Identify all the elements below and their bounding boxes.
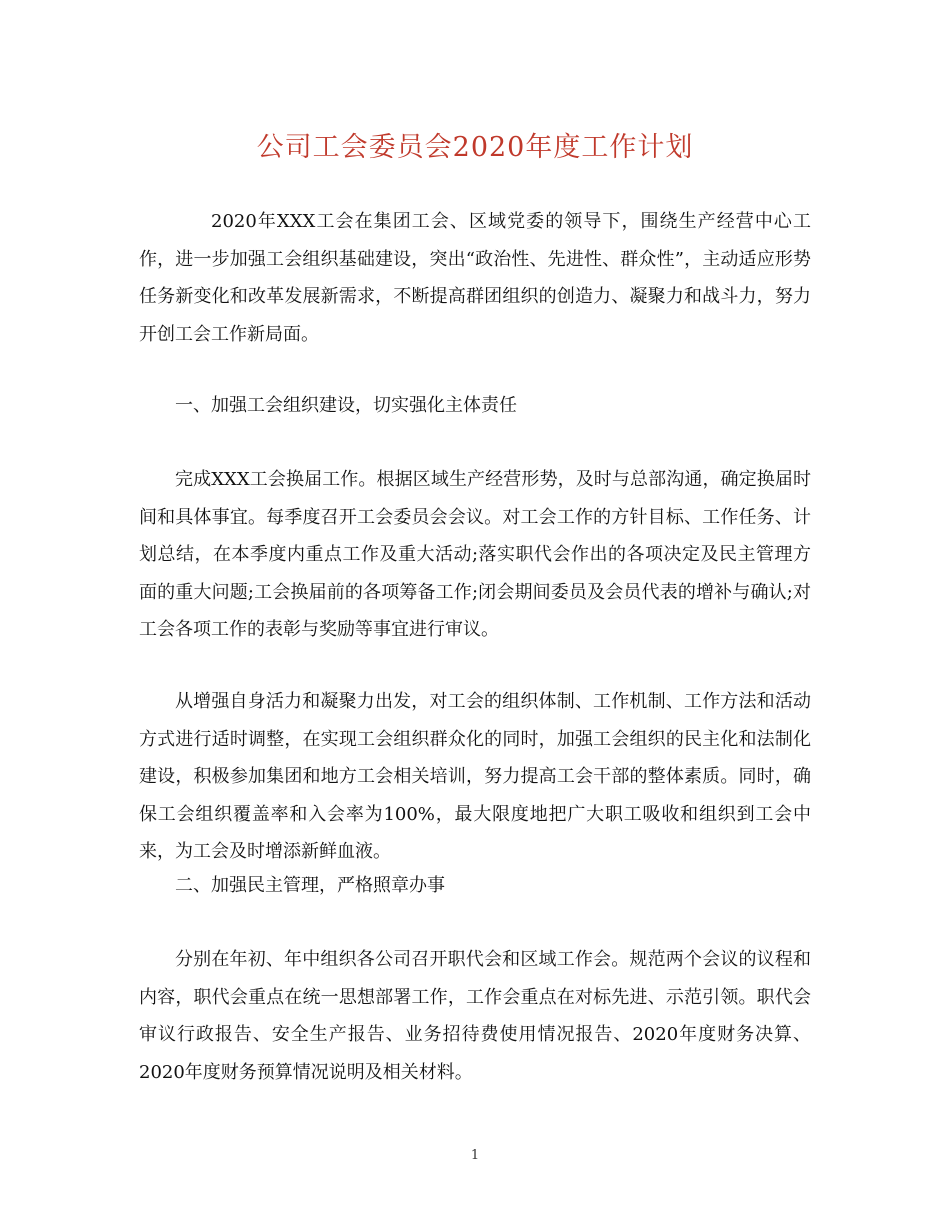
paragraph-congress: 分别在年初、年中组织各公司召开职代会和区域工作会。规范两个会议的议程和内容，职代会重点在统一思想部署工作，工作会重点在对标先进、示范引领。职代会审议行政报告、安全生产报告、业务招待费使用情况报告、2020年度财务决算、2020年度财务预算情况说明及相关材料。 [139, 949, 811, 1083]
document-title: 公司工会委员会2020年度工作计划 [256, 132, 694, 163]
paragraph-intro: 2020年XXX工会在集团工会、区域党委的领导下，围绕生产经营中心工作，进一步加强工会组织基础建设，突出“政治性、先进性、群众性”，主动适应形势任务新变化和改革发展新需求，不断提高群团组织的创造力、凝聚力和战斗力，努力开创工会工作新局面。 [139, 211, 811, 345]
paragraph-election: 完成XXX工会换届工作。根据区域生产经营形势，及时与总部沟通，确定换届时间和具体事宜。每季度召开工会委员会会议。对工会工作的方针目标、工作任务、计划总结，在本季度内重点工作及重大活动;落实职代会作出的各项决定及民主管理方面的重大问题;工会换届前的各项筹备工作;闭会期间委员及会员代表的增补与确认;对工会各项工作的表彰与奖励等事宜进行审议。 [139, 469, 811, 640]
paragraph-organization: 从增强自身活力和凝聚力出发，对工会的组织体制、工作机制、工作方法和活动方式进行适时调整，在实现工会组织群众化的同时，加强工会组织的民主化和法制化建设，积极参加集团和地方工会相关培训，努力提高工会干部的整体素质。同时，确保工会组织覆盖率和入会率为100%，最大限度地把广大职工吸收和组织到工会中来，为工会及时增添新鲜血液。 [139, 691, 811, 862]
section-heading-2: 二、加强民主管理，严格照章办事 [175, 875, 445, 896]
page-number: 1 [470, 1148, 480, 1163]
section-heading-1: 一、加强工会组织建设，切实强化主体责任 [175, 395, 517, 416]
